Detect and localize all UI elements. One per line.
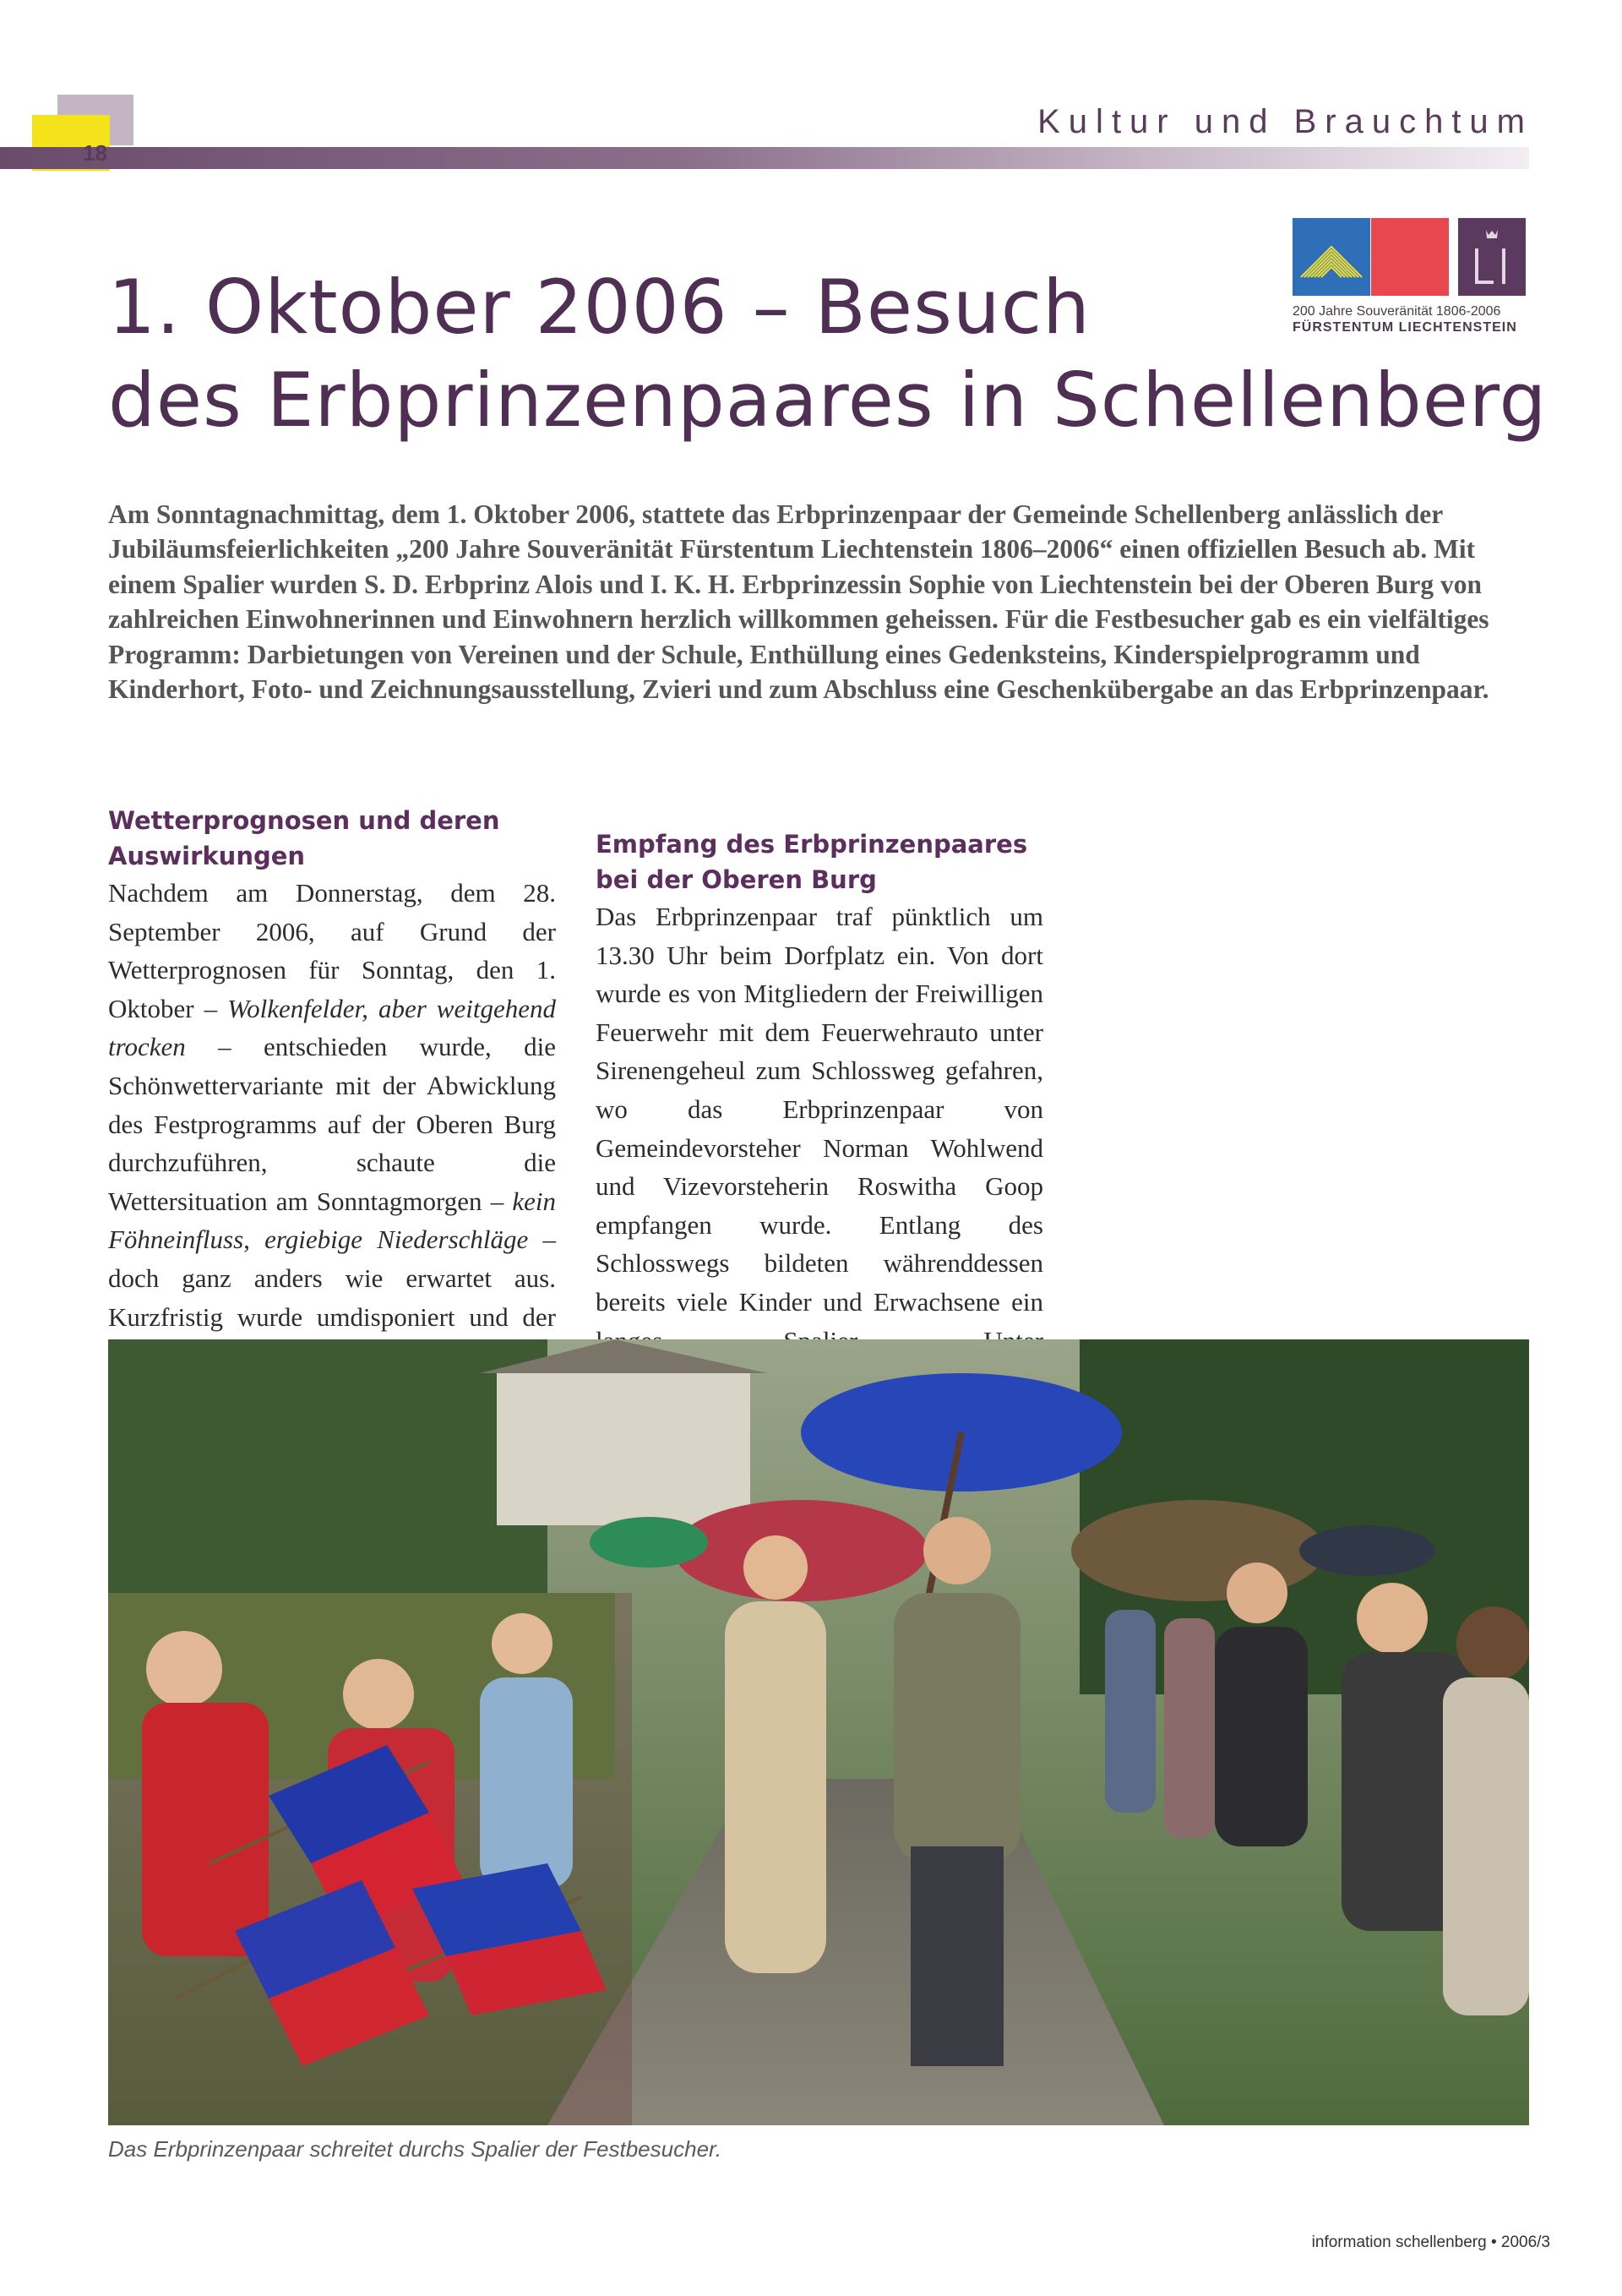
- section1-emphasis-a: Wolkenfelder, aber weitgehend trocken: [108, 993, 556, 1062]
- section1-text-c: – doch ganz anders wie erwartet aus. Kurzfristig wurde umdisponiert und der: [108, 1224, 556, 1332]
- procession-illustration: [108, 1339, 1529, 2125]
- section2-body: Das Erbprinzenpaar traf pünktlich um 13.30 Uhr beim Dorfplatz ein. Von dort wurde es von Mitgliedern der Freiwilligen Feuerwehr mit dem Feuerwehrauto unter Sirenengeheul zum Schlossweg gefahren, wo das Erbprinzenpaar von Gemeindevorsteher Norman Wohlwend und Vizevorsteherin Roswitha Goop empfangen wurde. Entlang des Schlosswegs bildeten währenddessen bereits viele Kinder und Erwachsene ein: [596, 902, 1043, 1317]
- section-title: Kultur und Brauchtum: [1037, 103, 1533, 140]
- column-spacer: [596, 803, 1043, 826]
- article-title-line1: 1. Oktober 2006 – Besuch: [108, 264, 1091, 351]
- crown-stripes-icon: [1293, 218, 1370, 296]
- footer-publication: information schellenberg • 2006/3: [1311, 2233, 1550, 2251]
- page-number: 18: [83, 140, 107, 166]
- section1-text-a: Nachdem am Donnerstag, dem 28. September 2006, auf Grund der Wetterprognosen für Sonntag, den 1. Oktober –: [108, 878, 556, 1023]
- logo-purple-square: [1458, 218, 1526, 296]
- logo-blue-square: [1293, 218, 1370, 296]
- logo-red-square: [1371, 218, 1449, 296]
- header-rule: [0, 147, 1529, 169]
- event-photo: [108, 1339, 1529, 2125]
- logo-caption-line1: 200 Jahre Souveränität 1806-2006: [1293, 304, 1501, 319]
- section1-emphasis-b: kein Föhneinfluss, ergiebige Niederschläge: [108, 1186, 556, 1255]
- section1-heading: Wetterprognosen und deren Auswirkungen: [108, 806, 500, 870]
- photo-caption: Das Erbprinzenpaar schreitet durchs Spalier der Festbesucher.: [108, 2136, 721, 2162]
- section2-heading: Empfang des Erbprinzenpaares bei der Oberen Burg: [596, 830, 1028, 894]
- section1-text-b: – entschieden wurde, die Schönwettervariante mit der Abwicklung des Festprogramms auf der Oberen Burg durchzuführen, schaute die Wettersituation am Sonntagmorgen –: [108, 1032, 556, 1216]
- article-intro: Am Sonntagnachmittag, dem 1. Oktober 2006, stattete das Erbprinzenpaar der Gemeinde Schellenberg anlässlich der Jubiläumsfeierlichkeiten „200 Jahre Souveränität Fürstentum Liechtenstein 1806–2006“ einen offiziellen Besuch ab. Mit einem Spalier wurden S. D. Erbprinz Alois und I. K. H. Erbprinzessin Sophie von Liechtenstein bei der Oberen Burg von zahlreichen Einwohnerinnen und Einwohnern herzlich willkommen geheissen. Für die Festbesucher gab es ein vielfältiges Programm: Darbietungen von Vereinen und der Schule, Enthüllung eines Gedenksteins, Kinderspielprogramm und Kinderhort, Foto- und Zeichnungsausstellung, Zvieri und zum Abschluss eine Geschenkübergabe an das Erbprinzenpaar.: [108, 499, 1489, 705]
- logo-caption-line2: FÜRSTENTUM LIECHTENSTEIN: [1293, 320, 1517, 335]
- liechtenstein-monogram-icon: [1458, 218, 1526, 296]
- article-title-line2: des Erbprinzenpaares in Schellenberg: [108, 357, 1548, 444]
